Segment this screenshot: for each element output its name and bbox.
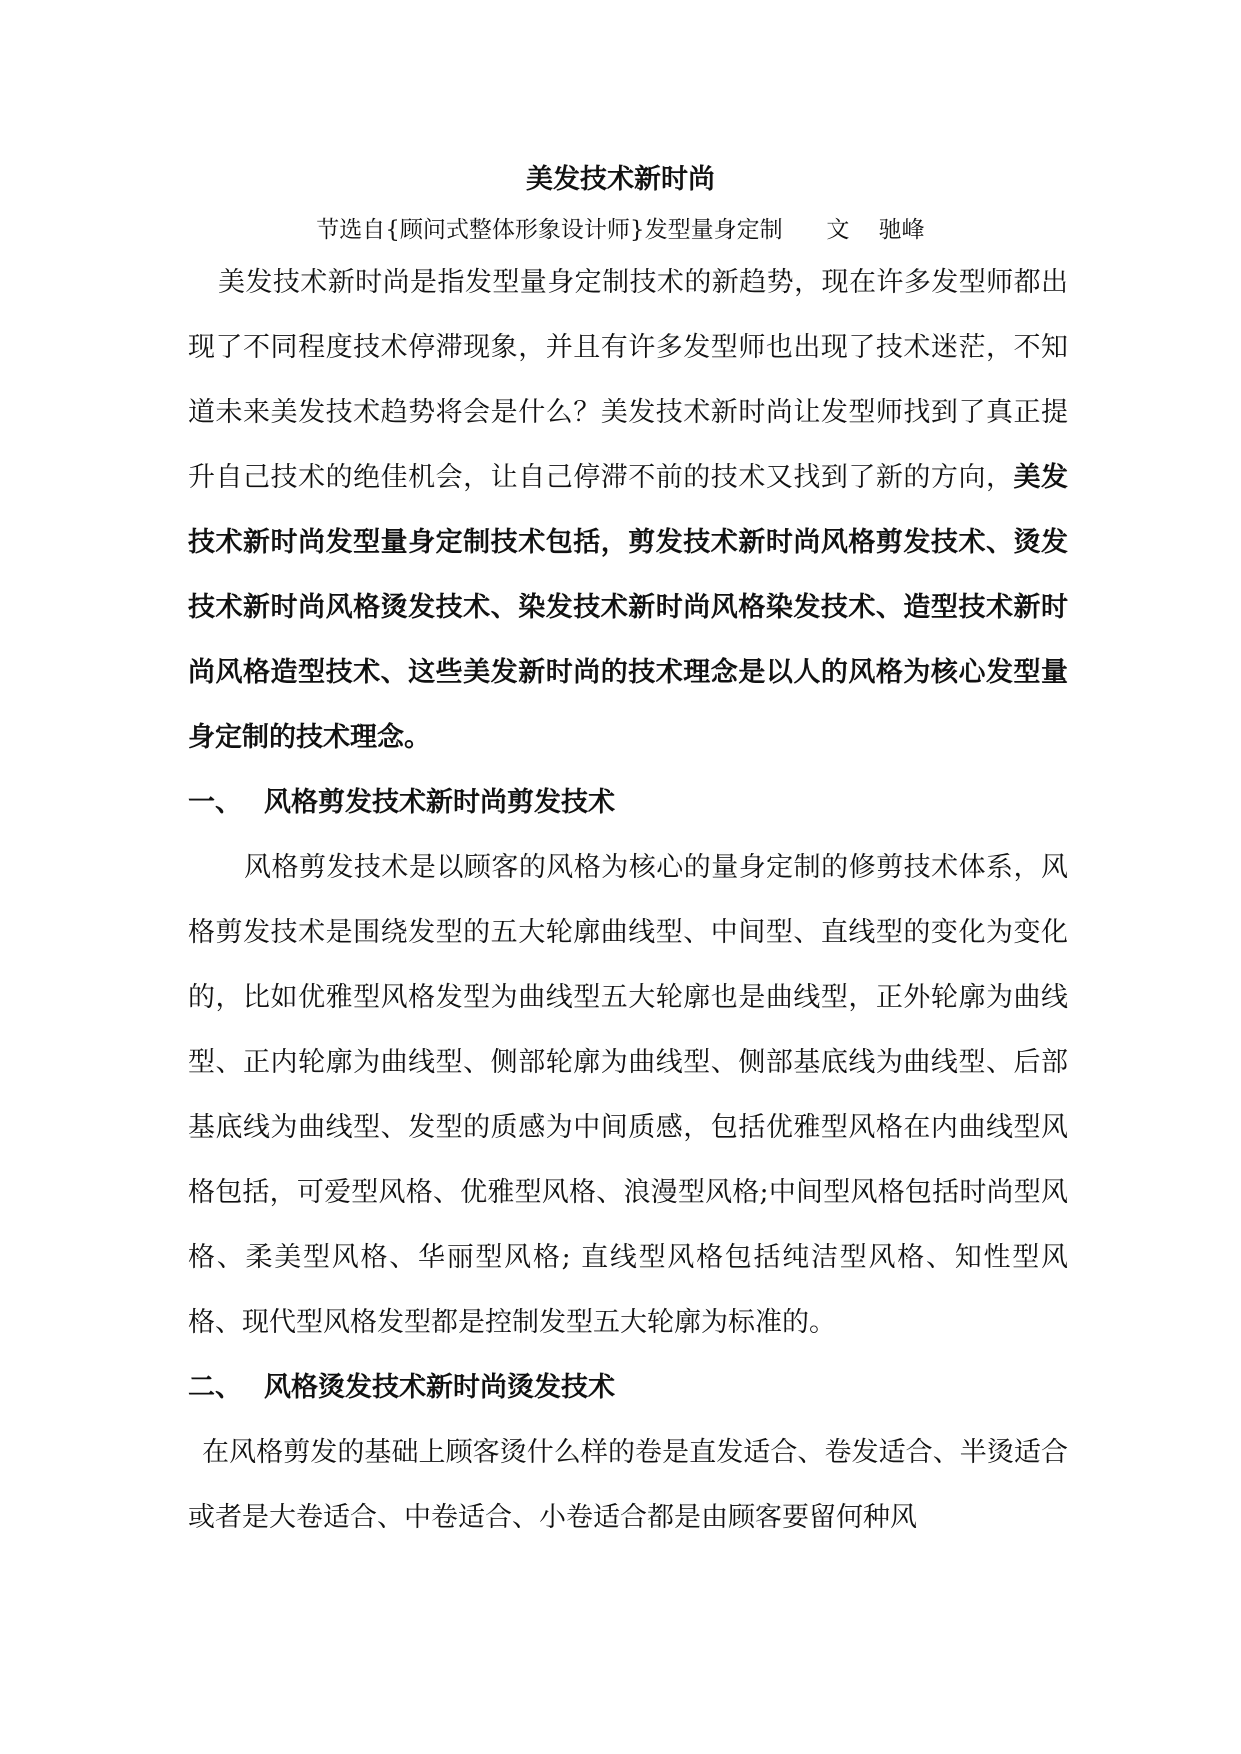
document-body bbox=[188, 250, 1068, 1550]
section-1-heading bbox=[188, 770, 1068, 835]
section-2-heading bbox=[188, 1355, 1068, 1420]
section-2-body: 在风格剪发的基础上顾客烫什么样的卷是直发适合、卷发适合、半烫适合或者是大卷适合、中卷适合、小卷适合都是由顾客要留何种风 bbox=[188, 1437, 1068, 1533]
document-subtitle: 节选自{顾问式整体形象设计师}发型量身定制 文 驰峰 bbox=[316, 217, 925, 243]
section-1-title: 风格剪发技术新时尚剪发技术 bbox=[264, 787, 615, 818]
section-2-number: 二、 bbox=[188, 1372, 242, 1403]
section-1-number: 一、 bbox=[188, 787, 242, 818]
section-1-body: 风格剪发技术是以顾客的风格为核心的量身定制的修剪技术体系，风格剪发技术是围绕发型的五大轮廓曲线型、中间型、直线型的变化为变化的，比如优雅型风格发型为曲线型五大轮廓也是曲线型，正外轮廓为曲线型、正内轮廓为曲线型、侧部轮廓为曲线型、侧部基底线为曲线型、后部基底线为曲线型、发型的质感为中间质感，包括优雅型风格在内曲线型风格包括，可爱型风格、优雅型风格、浪漫型风格;中间型风格包括时尚型风格、柔美型风格、华丽型风格; 直线型风格包括纯洁型风格、知性型风格、现代型风格发型都是控制发型五大轮廓为标准的。 bbox=[188, 852, 1068, 1338]
section-2-title: 风格烫发技术新时尚烫发技术 bbox=[264, 1372, 615, 1403]
document-title: 美发技术新时尚 bbox=[526, 164, 715, 195]
intro-text: 美发技术新时尚是指发型量身定制技术的新趋势，现在许多发型师都出现了不同程度技术停滞现象，并且有许多发型师也出现了技术迷茫，不知道未来美发技术趋势将会是什么？美发技术新时尚让发型师找到了真正提升自己技术的绝佳机会，让自己停滞不前的技术又找到了新的方向， bbox=[188, 267, 1068, 493]
intro-paragraph bbox=[188, 250, 1068, 770]
intro-bold-text: 美发技术新时尚发型量身定制技术包括，剪发技术新时尚风格剪发技术、烫发技术新时尚风格烫发技术、染发技术新时尚风格染发技术、造型技术新时尚风格造型技术、这些美发新时尚的技术理念是以人的风格为核心发型量身定制的技术理念。 bbox=[188, 462, 1069, 753]
